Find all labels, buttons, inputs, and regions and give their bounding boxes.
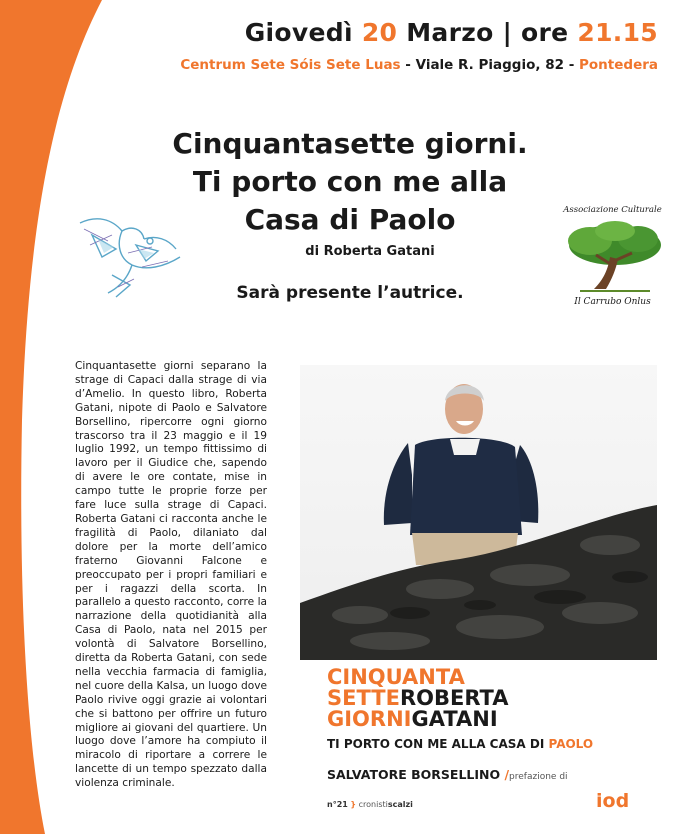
event-time: 21.15 (577, 18, 658, 47)
author-presence-note: Sarà presente l’autrice. (236, 283, 464, 303)
title-line-3: Casa di Paolo (244, 203, 456, 236)
cover-title-row-3: GIORNIGATANI (327, 707, 498, 731)
bird-illustration (72, 205, 192, 305)
association-name-top: Associazione Culturale (563, 205, 662, 215)
venue-city: Pontedera (579, 57, 658, 73)
event-date-line (245, 18, 658, 47)
title-line-1: Cinquantasette giorni. (172, 127, 528, 160)
event-time-label: ore (521, 18, 569, 47)
cover-series: n°21 } cronistiscalzi (327, 800, 413, 809)
cover-title-row-2: SETTEROBERTA (327, 686, 509, 710)
title-line-2: Ti porto con me alla (192, 165, 508, 198)
event-month: Marzo (406, 18, 494, 47)
book-byline: di Roberta Gatani (305, 244, 435, 259)
venue-dash: - (568, 57, 575, 73)
association-logo (555, 205, 670, 315)
venue-name: Centrum Sete Sóis Sete Luas (180, 57, 401, 73)
event-day-number: 20 (361, 18, 398, 47)
book-description: Cinquantasette giorni separano la strage di Capaci dalla strage di via d’Amelio. In questo libro, Roberta Gatani, nipote di Paolo e Salvatore Borsellino, ripercorre ogni giorno trascorso tra il 23 maggio e il 19 luglio 1992, un tempo fittissimo di lavoro per il Giudice che, sapendo di avere le ore contate, mise in campo tutte le proprie forze per fare luce sulla strage di Capaci. Roberta Gatani ci racconta anche le fragilità di Paolo, dilaniato dal dolore per la morte dell’amico fraterno Giovanni Falcone e preoccupato per i propri familiari e per i ragazzi della scorta. In parallelo a questo racconto, corre la narrazione della quotidianità alla Casa di Paolo, nata nel 2015 per volontà di Salvatore Borsellino, diretta da Roberta Gatani, con sede nella vecchia farmacia di famiglia, nel cuore della Kalsa, un luogo dove Paolo rivive oggi grazie ai volontari che si battono per offrire un futuro migliore ai giovani del quartiere. Un luogo dove l’amore ha compiuto il miracolo di riportare a correre le lancette di un tempo spezzato dalla violenza criminale. (75, 360, 268, 790)
cover-title-row-1: CINQUANTA (327, 665, 465, 689)
venue-dash: - (405, 57, 411, 73)
carob-tree-icon (560, 217, 665, 297)
cover-author: SALVATORE BORSELLINO /prefazione di (327, 767, 568, 782)
venue-address: Viale R. Piaggio, 82 (415, 57, 564, 73)
cover-title (327, 667, 509, 730)
event-venue-line (180, 57, 658, 73)
event-day-name: Giovedì (244, 18, 353, 47)
publisher-logo: iod (596, 790, 630, 812)
book-title (140, 125, 560, 239)
association-name-bottom: Il Carrubo Onlus (574, 297, 651, 307)
event-separator: | (502, 18, 513, 47)
cover-subtitle: TI PORTO CON ME ALLA CASA DI PAOLO (327, 737, 594, 751)
book-cover (300, 365, 657, 817)
cover-photo (300, 365, 657, 660)
